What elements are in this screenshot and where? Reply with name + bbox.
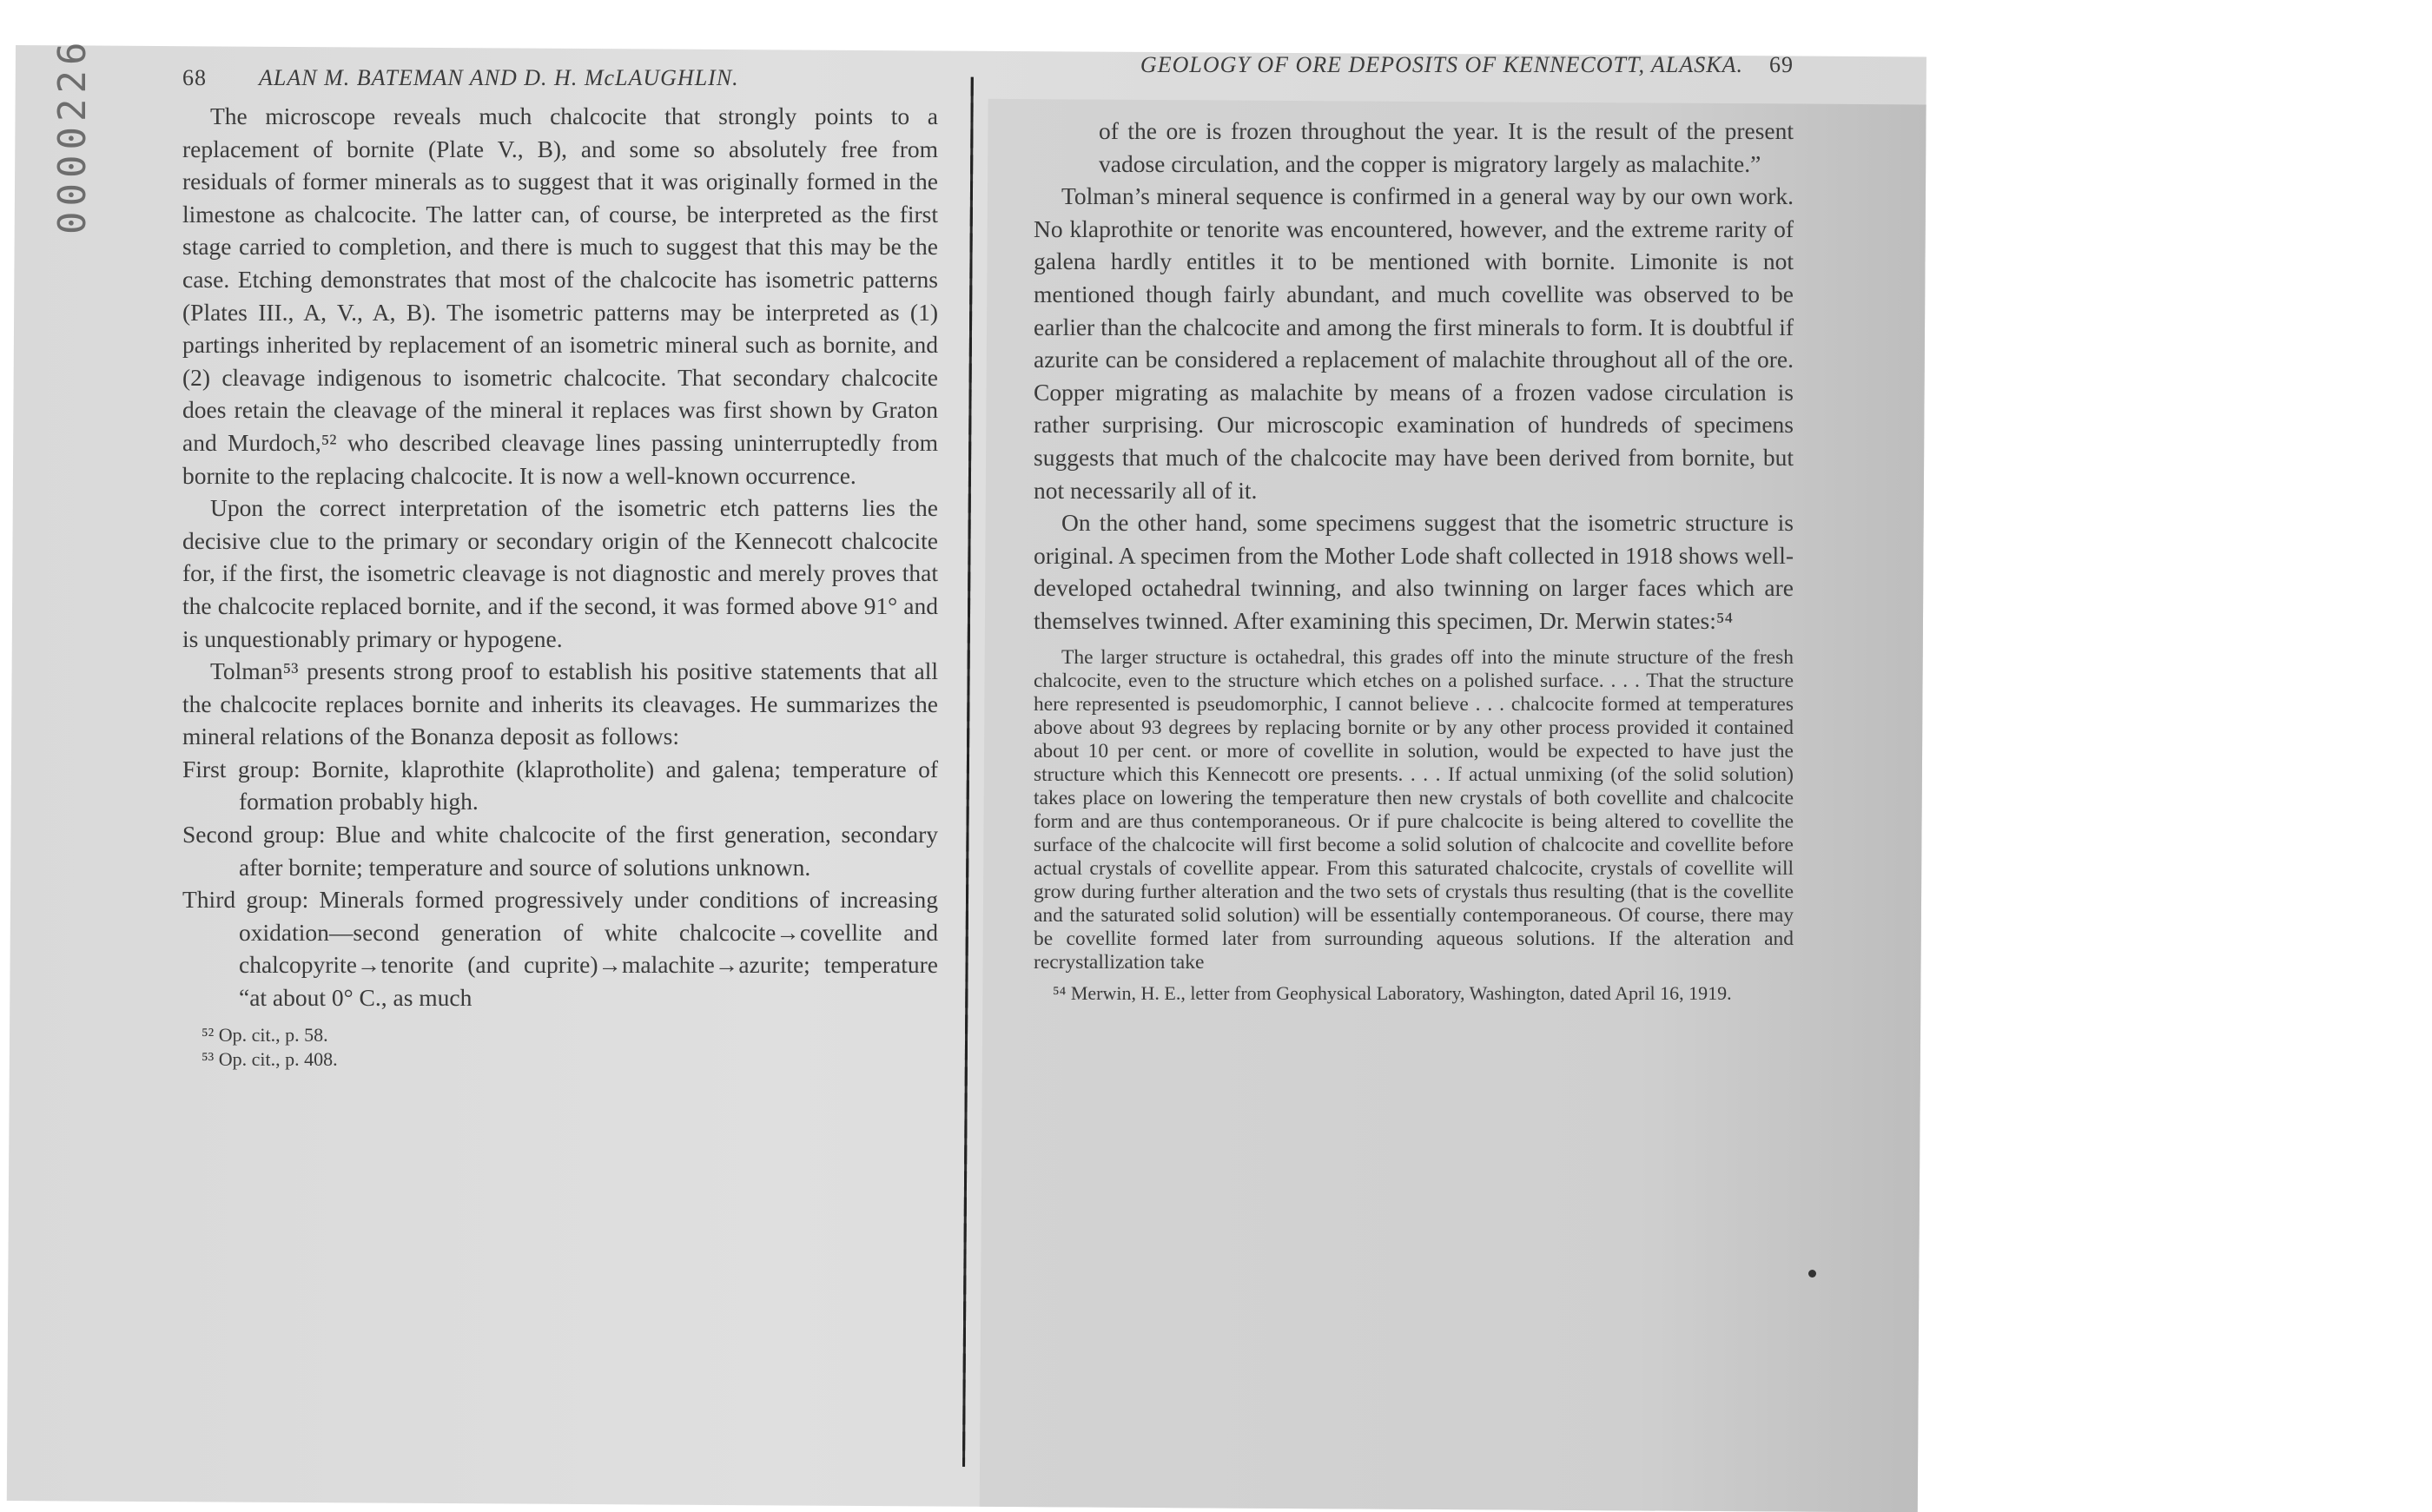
- paragraph: On the other hand, some specimens suggest that the isometric structure is original. A specimen from the Mother Lode shaft collected in 1918 shows well-developed octahedral twinning, and also twinning on larger faces which are themselves twinned. After examining this specimen, Dr. Merwin states:⁵⁴: [1034, 509, 1794, 634]
- footnote: ⁵³ Op. cit., p. 408.: [202, 1047, 338, 1070]
- right-page-number: 69: [1769, 52, 1794, 77]
- archive-stamp: 0000226: [50, 36, 95, 234]
- left-page-number: 68: [182, 65, 207, 90]
- footnote: ⁵² Op. cit., p. 58.: [202, 1023, 328, 1046]
- page-fold: [962, 77, 974, 1467]
- footnote: ⁵⁴ Merwin, H. E., letter from Geophysical Laboratory, Washington, dated April 16, 1919.: [1053, 981, 1732, 1004]
- mineral-group: Second group: Blue and white chalcocite of the first generation, secondary after bornite; temperature and source of solutions unknown.: [182, 821, 938, 881]
- block-quote: The larger structure is octahedral, this grades off into the minute structure of the fresh chalcocite, even to the structure which etches on a polished surface. . . . That the structure here represented is pseudomorphic, I cannot believe . . . chalcocite formed at temperatures above about 93 degrees by replacing bornite or by any other process provided it contained about 10 per cent. or more of covellite in solution, would be expected to have just the structure which this Kennecott ore presents. . . . If actual unmixing (of the solid solution) takes place on lowering the temperature then new crystals of both covellite and chalcocite form and are thus contemporaneous. Or if pure chalcocite is being altered to covellite the surface of the chalcocite will first become a solid solution of chalcocite and covellite before actual crystals of covellite appear. From this saturated chalcocite, crystals of covellite will grow during further alteration and the two sets of crystals thus resulting (that is the covellite and the saturated solid solution) will be essentially contemporaneous. Of course, there may be covellite formed later from surrounding aqueous solutions. If the alteration and recrystallization take: [1034, 645, 1794, 974]
- paragraph: Upon the correct interpretation of the isometric etch patterns lies the decisive clue to the primary or secondary origin of the Kennecott chalcocite for, if the first, the isometric cleavage is not diagnostic and merely proves that the chalcocite replaced bornite, and if the second, it was formed above 91° and is unquestionably primary or hypogene.: [182, 494, 938, 652]
- right-page: [1034, 52, 1794, 1006]
- mineral-group: Third group: Minerals formed progressively under conditions of increasing oxidation—second generation of white chalcocite→covellite and chalcopyrite→tenorite (and cuprite)→malachite→azurite; temperature “at about 0° C., as much: [182, 886, 938, 1012]
- speck-mark: [1808, 1270, 1816, 1278]
- paragraph: of the ore is frozen throughout the year. It is the result of the present vadose circulation, and the copper is migratory largely as malachite.”: [1099, 117, 1794, 177]
- paragraph: Tolman⁵³ presents strong proof to establish his positive statements that all the chalcocite replaces bornite and inherits its cleavages. He summarizes the mineral relations of the Bonanza deposit as follows:: [182, 657, 938, 750]
- left-running-title: ALAN M. BATEMAN AND D. H. McLAUGHLIN.: [259, 65, 739, 90]
- right-running-title: GEOLOGY OF ORE DEPOSITS OF KENNECOTT, ALASKA.: [1140, 52, 1743, 77]
- paragraph: Tolman’s mineral sequence is confirmed in a general way by our own work. No klaprothite or tenorite was encountered, however, and the extreme rarity of galena hardly entitles it to be mentioned with bornite. Limonite is not mentioned though fairly abundant, and much covellite was observed to be earlier than the chalcocite and among the first minerals to form. It is doubtful if azurite can be considered a replacement of malachite throughout all of the ore. Copper migrating as malachite by means of a frozen vadose circulation is rather surprising. Our microscopic examination of hundreds of specimens suggests that much of the chalcocite may have been derived from bornite, but not necessarily all of it.: [1034, 182, 1794, 504]
- paragraph: The microscope reveals much chalcocite that strongly points to a replacement of bornite (Plate V., B), and some so absolutely free from residuals of former minerals as to suggest that it was originally formed in the limestone as chalcocite. The latter can, of course, be interpreted as the first stage carried to completion, and there is much to suggest that this may be the case. Etching demonstrates that most of the chalcocite has isometric patterns (Plates III., A, V., A, B). The isometric patterns may be interpreted as (1) partings inherited by replacement of an isometric mineral such as bornite, and (2) cleavage indigenous to isometric chalcocite. That secondary chalcocite does retain the cleavage of the mineral it replaces was first shown by Graton and Murdoch,⁵² who described cleavage lines passing uninterruptedly from bornite to the replacing chalcocite. It is now a well-known occurrence.: [182, 102, 938, 489]
- right-running-head: [1034, 52, 1794, 77]
- left-running-head: [182, 65, 938, 100]
- mineral-group: First group: Bornite, klaprothite (klaprotholite) and galena; temperature of formation probably high.: [182, 755, 938, 815]
- left-page: [182, 65, 938, 1072]
